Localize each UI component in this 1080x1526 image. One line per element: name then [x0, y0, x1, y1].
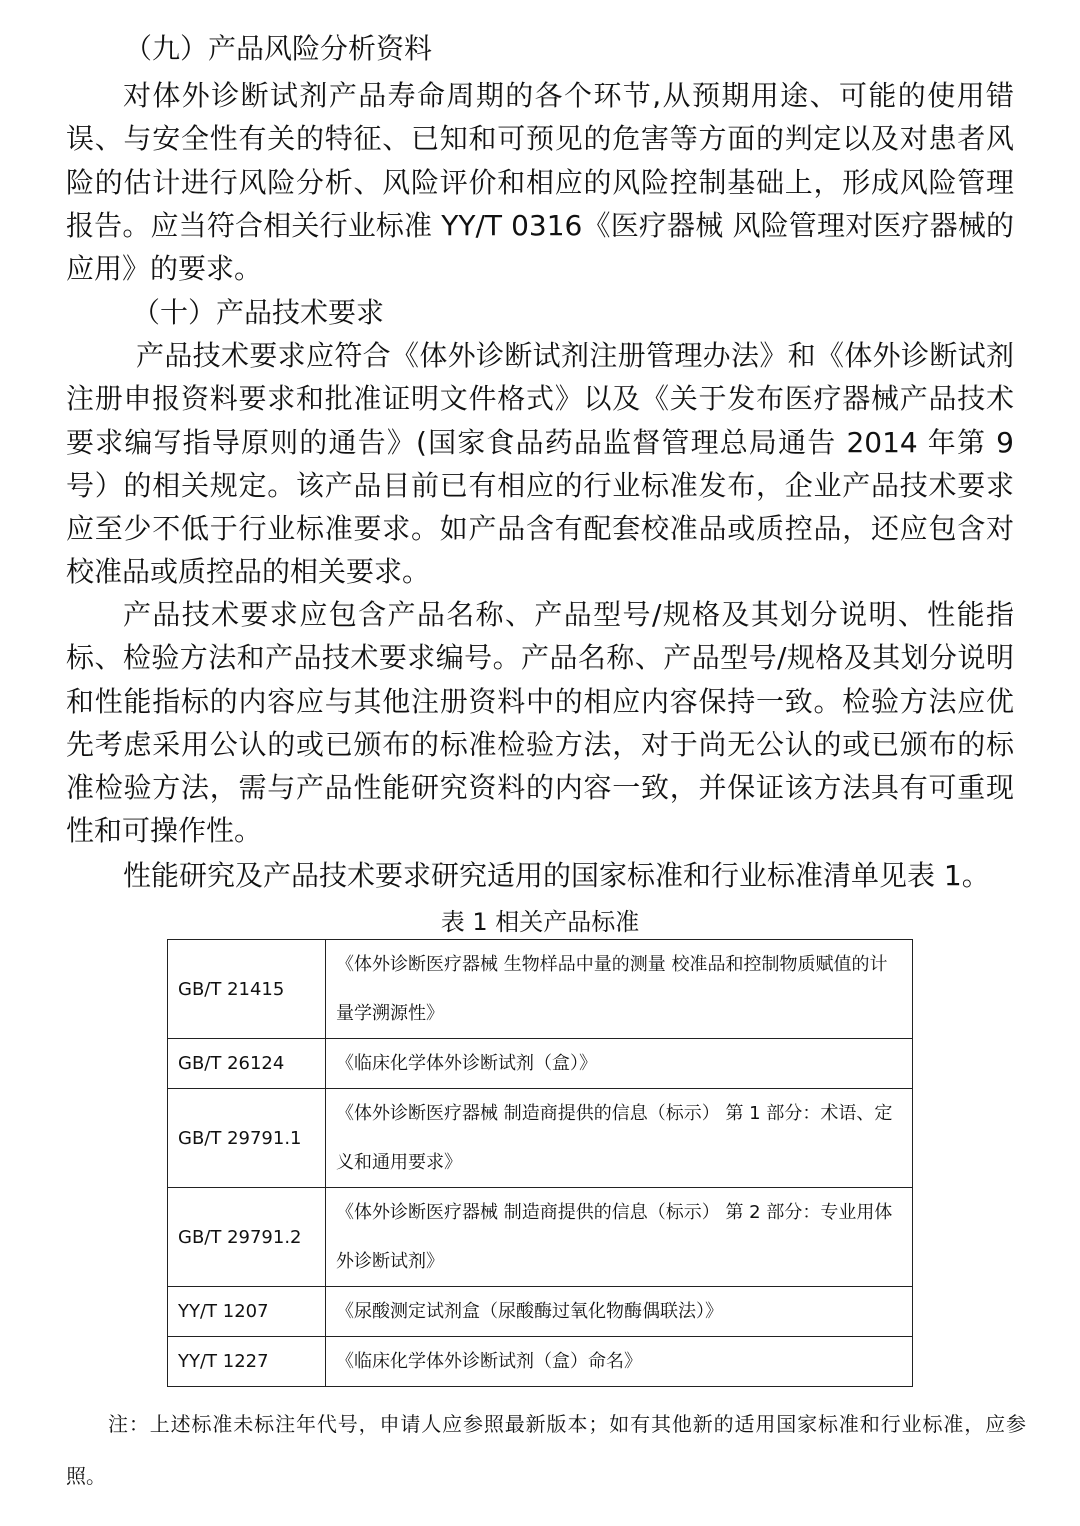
standard-code: GB/T 26124	[168, 1039, 326, 1089]
table-caption: 表 1 相关产品标准	[440, 908, 640, 936]
standard-title: 《体外诊断医疗器械 制造商提供的信息（标示） 第 1 部分：术语、定义和通用要求》	[326, 1089, 913, 1188]
standard-title: 《尿酸测定试剂盒（尿酸酶过氧化物酶偶联法）》	[326, 1287, 913, 1337]
section-9-paragraph: 对体外诊断试剂产品寿命周期的各个环节,从预期用途、可能的使用错误、与安全性有关的特征、已知和可预见的危害等方面的判定以及对患者风险的估计进行风险分析、风险评价和相应的风险控制基础上，形成风险管理报告。应当符合相关行业标准 YY/T 0316《医疗器械 风险管理对医疗器械的应用》的要求。	[66, 79, 1014, 286]
section-10-heading: （十）产品技术要求	[132, 296, 385, 329]
table-row	[168, 1337, 913, 1387]
standard-code: GB/T 29791.2	[168, 1188, 326, 1287]
section-9-heading: （九）产品风险分析资料	[124, 32, 433, 65]
standard-title: 《临床化学体外诊断试剂（盒）命名》	[326, 1337, 913, 1387]
table-row	[168, 1188, 913, 1287]
standard-title: 《体外诊断医疗器械 生物样品中量的测量 校准品和控制物质赋值的计量学溯源性》	[326, 940, 913, 1039]
table-note: 注：上述标准未标注年代号，申请人应参照最新版本；如有其他新的适用国家标准和行业标准，应参照。	[66, 1412, 1026, 1488]
table-row	[168, 1287, 913, 1337]
table-row	[168, 1039, 913, 1089]
table-row	[168, 1089, 913, 1188]
standard-code: GB/T 29791.1	[168, 1089, 326, 1188]
standard-code: YY/T 1227	[168, 1337, 326, 1387]
standard-title: 《临床化学体外诊断试剂（盒）》	[326, 1039, 913, 1089]
section-10-paragraph-2: 产品技术要求应包含产品名称、产品型号/规格及其划分说明、性能指标、检验方法和产品技术要求编号。产品名称、产品型号/规格及其划分说明和性能指标的内容应与其他注册资料中的相应内容保持一致。检验方法应优先考虑采用公认的或已颁布的标准检验方法，对于尚无公认的或已颁布的标准检验方法，需与产品性能研究资料的内容一致，并保证该方法具有可重现性和可操作性。	[66, 598, 1014, 848]
table-row	[168, 940, 913, 1039]
standard-title: 《体外诊断医疗器械 制造商提供的信息（标示） 第 2 部分：专业用体外诊断试剂》	[326, 1188, 913, 1287]
section-10-paragraph-1: 产品技术要求应符合《体外诊断试剂注册管理办法》和《体外诊断试剂注册申报资料要求和批准证明文件格式》以及《关于发布医疗器械产品技术要求编写指导原则的通告》(国家食品药品监督管理总局通告 2014 年第 9 号）的相关规定。该产品目前已有相应的行业标准发布，企业产品技术要求应至少不低于行业标准要求。如产品含有配套校准品或质控品，还应包含对校准品或质控品的相关要求。	[66, 339, 1014, 589]
standard-code: GB/T 21415	[168, 940, 326, 1039]
standards-table	[167, 939, 913, 1387]
standard-code: YY/T 1207	[168, 1287, 326, 1337]
section-10-paragraph-3: 性能研究及产品技术要求研究适用的国家标准和行业标准清单见表 1。	[123, 859, 990, 892]
